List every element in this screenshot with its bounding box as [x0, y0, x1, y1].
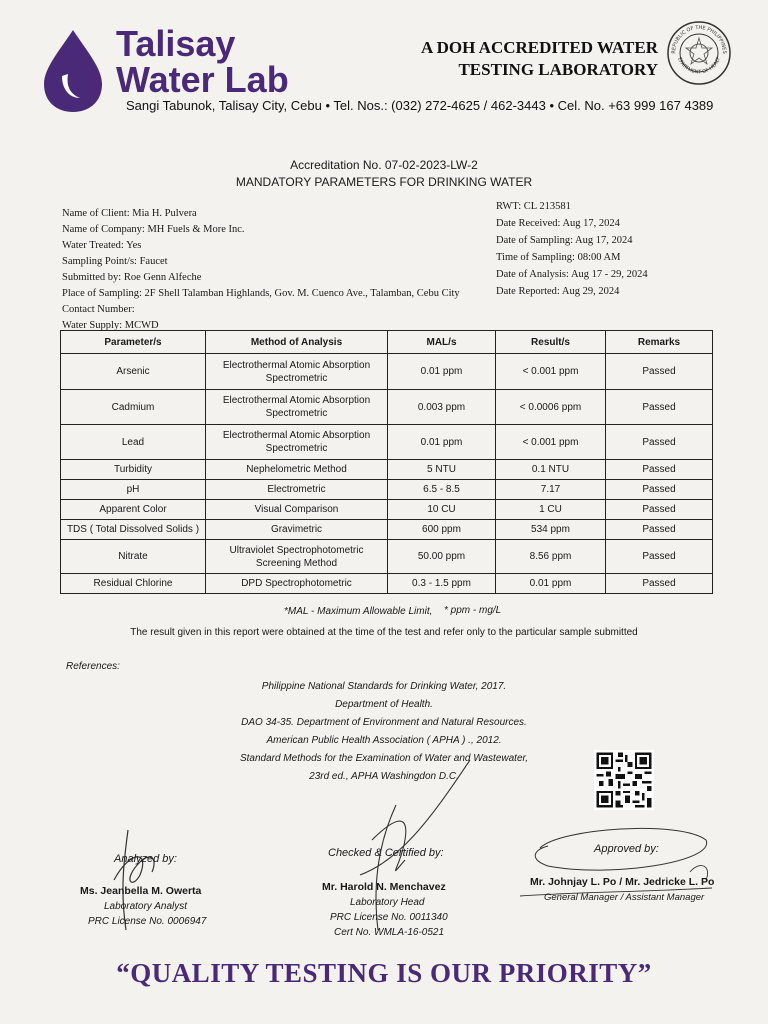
reference-line: American Public Health Association ( APHA ) ., 2012. [266, 735, 502, 746]
cell-remarks: Passed [606, 500, 713, 520]
lab-head-cert: Cert No. WMLA-16-0521 [334, 927, 445, 938]
client-info-line: Submitted by: Roe Genn Alfeche [62, 272, 202, 283]
cell-parameter: Lead [61, 425, 206, 460]
manager-title: General Manager / Assistant Manager [544, 892, 705, 903]
lab-head-signatory [322, 880, 448, 940]
analyzed-by-label: Analyzed by: [114, 853, 177, 865]
table-row [61, 540, 713, 574]
accredited-line-2: TESTING LABORATORY [458, 60, 658, 79]
qr-code-icon[interactable] [594, 750, 654, 810]
sample-info-line: Date of Sampling: Aug 17, 2024 [496, 235, 633, 246]
cell-result: 0.1 NTU [496, 460, 606, 480]
cell-remarks: Passed [606, 460, 713, 480]
analyst-license: PRC License No. 0006947 [88, 916, 207, 927]
cell-result: 534 ppm [496, 520, 606, 540]
analyst-signatory [80, 884, 206, 929]
reference-line: Department of Health. [335, 699, 433, 710]
cell-method: Electrothermal Atomic Absorption Spectrometric [206, 390, 388, 425]
header-result: Result/s [496, 331, 606, 354]
cell-mal: 0.01 ppm [388, 354, 496, 390]
svg-text:REPUBLIC OF THE PHILIPPINES: REPUBLIC OF THE PHILIPPINES [670, 24, 728, 54]
cell-mal: 0.003 ppm [388, 390, 496, 425]
cell-mal: 600 ppm [388, 520, 496, 540]
logo-text [116, 23, 289, 100]
cell-mal: 10 CU [388, 500, 496, 520]
analyst-name: Ms. Jeanbella M. Owerta [80, 885, 202, 897]
cell-mal: 50.00 ppm [388, 540, 496, 574]
sample-info-line: Date of Analysis: Aug 17 - 29, 2024 [496, 269, 648, 280]
header-parameter: Parameter/s [61, 331, 206, 354]
cell-remarks: Passed [606, 574, 713, 594]
cell-parameter: Arsenic [61, 354, 206, 390]
lab-head-title: Laboratory Head [350, 897, 425, 908]
cell-method: Nephelometric Method [206, 460, 388, 480]
mal-note: *MAL - Maximum Allowable Limit, [284, 606, 433, 617]
sample-info-line: Time of Sampling: 08:00 AM [496, 252, 621, 263]
manager-names: Mr. Johnjay L. Po / Mr. Jedricke L. Po [530, 876, 715, 888]
cell-mal: 0.01 ppm [388, 425, 496, 460]
cell-method: Electrometric [206, 480, 388, 500]
analyst-title: Laboratory Analyst [104, 901, 188, 912]
cell-remarks: Passed [606, 540, 713, 574]
references-label: References: [66, 661, 120, 672]
disclaimer: The result given in this report were obtained at the time of the test and refer only to the particular sample submitted [130, 627, 638, 638]
cell-mal: 5 NTU [388, 460, 496, 480]
table-row [61, 354, 713, 390]
header-method: Method of Analysis [206, 331, 388, 354]
cell-parameter: Apparent Color [61, 500, 206, 520]
cell-mal: 0.3 - 1.5 ppm [388, 574, 496, 594]
cell-result: 8.56 ppm [496, 540, 606, 574]
sample-info [496, 198, 648, 300]
accredited-line-1: A DOH ACCREDITED WATER [421, 38, 658, 57]
table-row [61, 390, 713, 425]
cell-method: DPD Spectrophotometric [206, 574, 388, 594]
reference-line: Standard Methods for the Examination of Water and Wastewater, [239, 753, 529, 764]
cell-remarks: Passed [606, 354, 713, 390]
logo-line-1: Talisay [116, 23, 236, 64]
client-info-line: Name of Client: Mia H. Pulvera [62, 208, 197, 219]
cell-method: Electrothermal Atomic Absorption Spectrometric [206, 425, 388, 460]
doh-seal-icon [666, 20, 732, 86]
cell-mal: 6.5 - 8.5 [388, 480, 496, 500]
water-drop-icon [40, 28, 106, 114]
reference-line: DAO 34-35. Department of Environment and Natural Resources. [241, 717, 527, 728]
lab-head-name: Mr. Harold N. Menchavez [322, 881, 446, 893]
logo-line-2: Water Lab [116, 59, 289, 100]
cell-method: Ultraviolet Spectrophotometric Screening Method [206, 540, 388, 574]
manager-signatory [530, 875, 714, 905]
table-row [61, 460, 713, 480]
cell-parameter: Cadmium [61, 390, 206, 425]
cell-parameter: Nitrate [61, 540, 206, 574]
client-info-line: Water Treated: Yes [62, 240, 142, 251]
cell-parameter: TDS ( Total Dissolved Solids ) [61, 520, 206, 540]
report-title: MANDATORY PARAMETERS FOR DRINKING WATER [235, 175, 533, 189]
header-mal: MAL/s [388, 331, 496, 354]
cell-method: Electrothermal Atomic Absorption Spectrometric [206, 354, 388, 390]
table-row [61, 574, 713, 594]
approved-by-label: Approved by: [594, 843, 659, 855]
accreditation-number: Accreditation No. 07-02-2023-LW-2 [290, 158, 478, 172]
client-info-line: Name of Company: MH Fuels & More Inc. [62, 224, 245, 235]
cell-method: Visual Comparison [206, 500, 388, 520]
sample-info-line: Date Reported: Aug 29, 2024 [496, 286, 620, 297]
cell-result: < 0.001 ppm [496, 425, 606, 460]
cell-parameter: Residual Chlorine [61, 574, 206, 594]
table-row [61, 480, 713, 500]
client-info-line: Water Supply: MCWD [62, 320, 159, 331]
cell-parameter: Turbidity [61, 460, 206, 480]
reference-line: 23rd ed., APHA Washingdon D.C. [309, 771, 459, 782]
client-info-line: Place of Sampling: 2F Shell Talamban Highlands, Gov. M. Cuenco Ave., Talamban, Cebu City [62, 288, 460, 299]
cell-remarks: Passed [606, 520, 713, 540]
sample-info-line: RWT: CL 213581 [496, 201, 571, 212]
table-header-row [61, 331, 713, 354]
table-row [61, 500, 713, 520]
client-info [62, 206, 460, 334]
motto: “QUALITY TESTING IS OUR PRIORITY” [116, 958, 652, 988]
cell-result: 7.17 [496, 480, 606, 500]
sample-info-line: Date Received: Aug 17, 2024 [496, 218, 620, 229]
checked-by-label: Checked & Certified by: [328, 847, 444, 859]
cell-result: 1 CU [496, 500, 606, 520]
client-info-line: Contact Number: [62, 304, 135, 315]
results-table [60, 330, 713, 594]
cell-result: < 0.0006 ppm [496, 390, 606, 425]
table-row [61, 520, 713, 540]
client-info-line: Sampling Point/s: Faucet [62, 256, 168, 267]
cell-parameter: pH [61, 480, 206, 500]
cell-remarks: Passed [606, 390, 713, 425]
table-row [61, 425, 713, 460]
lab-address: Sangi Tabunok, Talisay City, Cebu • Tel. Nos.: (032) 272-4625 / 462-3443 • Cel. No. +63 999 167 4389 [126, 98, 714, 113]
reference-line: Philippine National Standards for Drinking Water, 2017. [261, 681, 507, 692]
cell-method: Gravimetric [206, 520, 388, 540]
cell-result: 0.01 ppm [496, 574, 606, 594]
cell-result: < 0.001 ppm [496, 354, 606, 390]
cell-remarks: Passed [606, 425, 713, 460]
cell-remarks: Passed [606, 480, 713, 500]
header-remarks: Remarks [606, 331, 713, 354]
lab-head-license: PRC License No. 0011340 [330, 912, 448, 923]
svg-text:DEPARTMENT OF HEALTH: EPARTMENT OF HEALT [676, 56, 722, 76]
ppm-note: * ppm - mg/L [444, 605, 502, 616]
